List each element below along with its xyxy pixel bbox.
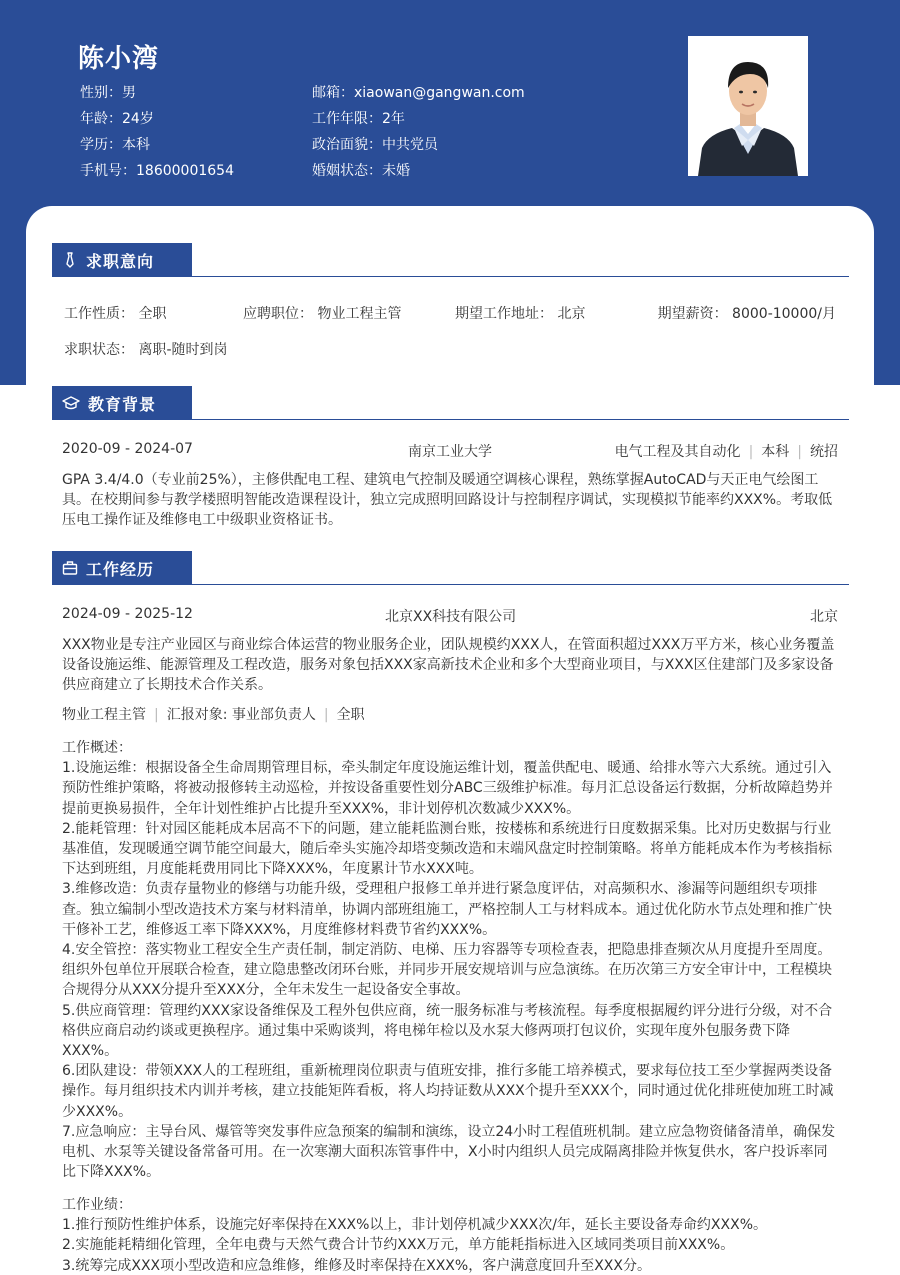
graduation-cap-icon (62, 395, 80, 411)
section-job-intent-label (52, 243, 192, 277)
gender-info: 性别：男 (80, 85, 136, 101)
work-company: 北京XX科技有限公司 (385, 609, 517, 625)
results-title: 工作业绩： (62, 1197, 132, 1213)
result-item: 3.统筹完成XXX项小型改造和应急维修，维修及时率保持在XXX%，客户满意度回升至XXX分。 (62, 1257, 651, 1274)
overview-item: 6.团队建设：带领XXX人的工程班组，重新梳理岗位职责与值班安排，推行多能工培养模式，要求每位技工至少掌握两类设备操作。每月组织技术内训并考核，建立技能矩阵看板，将人均持证数从XXX个提升至XXX个，同时通过优化排班使加班工时减少XXX%。 (62, 1063, 834, 1120)
job-nature: 工作性质： 全职 (64, 306, 167, 322)
education-school: 南京工业大学 (408, 444, 492, 460)
overview-item: 5.供应商管理：管理约XXX家设备维保及工程外包供应商，统一服务标准与考核流程。每季度根据履约评分进行分级，对不合格供应商启动约谈或更换程序。通过集中采购谈判，将电梯年检以及水泵大修两项打包议价，实现年度外包服务费下降XXX%。 (62, 1002, 833, 1060)
section-education-title: 教育背景 (88, 394, 157, 414)
overview-item: 7.应急响应：主导台风、爆管等突发事件应急预案的编制和演练，设立24小时工程值班机制。建立应急物资储备清单，确保发电机、水泵等关键设备常备可用。在一次寒潮大面积冻管事件中，X小时内组织人员完成隔离排险并恢复供水，客户投诉率同比下降XXX%。 (62, 1123, 836, 1181)
result-item: 1.推行预防性维护体系，设施完好率保持在XXX%以上，非计划停机减少XXX次/年，延长主要设备寿命约XXX%。 (62, 1217, 767, 1234)
job-location: 期望工作地址： 北京 (455, 306, 586, 322)
work-period: 2024-09 - 2025-12 (62, 606, 193, 622)
result-item: 2.实施能耗精细化管理，全年电费与天然气费合计节约XXX万元，单方能耗指标进入区域同类项目前XXX%。 (62, 1237, 735, 1254)
work-city: 北京 (810, 609, 838, 625)
work-role: 物业工程主管 (62, 707, 146, 723)
education-period: 2020-09 - 2024-07 (62, 441, 193, 457)
section-education (52, 386, 849, 420)
marital-status-info: 婚姻状态：未婚 (312, 163, 410, 179)
resume-header (0, 0, 900, 205)
profile-photo (688, 36, 808, 176)
phone-info: 手机号：18600001654 (80, 163, 234, 179)
work-role-line: 物业工程主管 | 汇报对象: 事业部负责人 | 全职 (62, 707, 365, 723)
work-results (62, 1195, 840, 1275)
section-job-intent (52, 243, 849, 277)
section-work-experience (52, 551, 849, 585)
basic-info-right (312, 80, 525, 184)
overview-title: 工作概述： (62, 740, 132, 756)
overview-item: 1.设施运维：根据设备全生命周期管理目标，牵头制定年度设施运维计划，覆盖供配电、暖通、给排水等六大系统。通过引入预防性维护策略，将被动报修转主动巡检，并按设备重要性划分ABC三级维护标准。每月汇总设备运行数据，分析故障趋势并提前更换易损件，全年计划性维护占比提升至XXX%，非计划停机次数减少XXX%。 (62, 760, 833, 817)
education-degree: 本科 (761, 444, 790, 460)
work-report-to: 汇报对象: 事业部负责人 (166, 707, 316, 723)
degree-info: 学历：本科 (80, 137, 150, 153)
job-salary: 期望薪资： 8000-10000/月 (657, 306, 836, 322)
overview-item: 3.维修改造：负责存量物业的修缮与功能升级，受理租户报修工单并进行紧急度评估，对高频积水、渗漏等问题组织专项排查。独立编制小型改造技术方案与材料清单，协调内部班组施工，严格控制人工与材料成本。通过优化防水节点处理和推广快干修补工艺，维修返工率下降XXX%，月度维修材料费节省约XXX%。 (62, 881, 832, 938)
overview-item: 4.安全管控：落实物业工程安全生产责任制，制定消防、电梯、压力容器等专项检查表，把隐患排查频次从月度提升至周度。组织外包单位开展联合检查，建立隐患整改闭环台账，并同步开展安规培训与应急演练。在历次第三方安全审计中，工程模块合规得分从XXX分提升至XXX分，全年未发生一起设备安全事故。 (62, 942, 832, 999)
basic-info-left (80, 80, 234, 184)
briefcase-icon (62, 560, 78, 576)
email-info: 邮箱：xiaowan@gangwan.com (312, 85, 525, 101)
tie-icon (62, 252, 78, 268)
portrait-illustration (688, 36, 808, 176)
political-status-info: 政治面貌：中共党员 (312, 137, 438, 153)
education-details: 电气工程及其自动化 | 本科 | 统招 (614, 444, 838, 460)
work-overview (62, 738, 840, 1182)
age-info: 年龄：24岁 (80, 111, 154, 127)
education-major: 电气工程及其自动化 (614, 444, 741, 460)
work-job-type: 全职 (336, 707, 365, 723)
section-work-label (52, 551, 192, 585)
education-description: GPA 3.4/4.0（专业前25%），主修供配电工程、建筑电气控制及暖通空调核心课程，熟练掌握AutoCAD与天正电气绘图工具。在校期间参与教学楼照明智能改造课程设计，独立完成照明回路设计与控制程序调试，实现模拟节能率约XXX%。考取低压电工操作证及维修电工中级职业资格证书。 (62, 472, 833, 529)
work-years-info: 工作年限：2年 (312, 111, 405, 127)
job-status: 求职状态： 离职-随时到岗 (64, 342, 228, 358)
job-position: 应聘职位： 物业工程主管 (243, 306, 402, 322)
overview-item: 2.能耗管理：针对园区能耗成本居高不下的问题，建立能耗监测台账，按楼栋和系统进行日度数据采集。比对历史数据与行业基准值，发现暖通空调节能空间最大，随后牵头实施冷却塔变频改造和末端风盘定时控制策略。将单方能耗成本作为考核指标下达到班组，月度能耗费用同比下降XXX%，年度累计节水XXX吨。 (62, 820, 832, 878)
section-job-intent-title: 求职意向 (86, 251, 155, 271)
candidate-name: 陈小湾 (78, 44, 160, 74)
education-type: 统招 (810, 444, 838, 460)
section-education-label (52, 386, 192, 420)
company-intro: XXX物业是专注产业园区与商业综合体运营的物业服务企业，团队规模约XXX人，在管面积超过XXX万平方米，核心业务覆盖设备设施运维、能源管理及工程改造，服务对象包括XXX家高新技术企业和多个大型商业项目，与XXX区住建部门及多家设备供应商建立了长期技术合作关系。 (62, 637, 835, 694)
section-work-title: 工作经历 (86, 559, 155, 579)
